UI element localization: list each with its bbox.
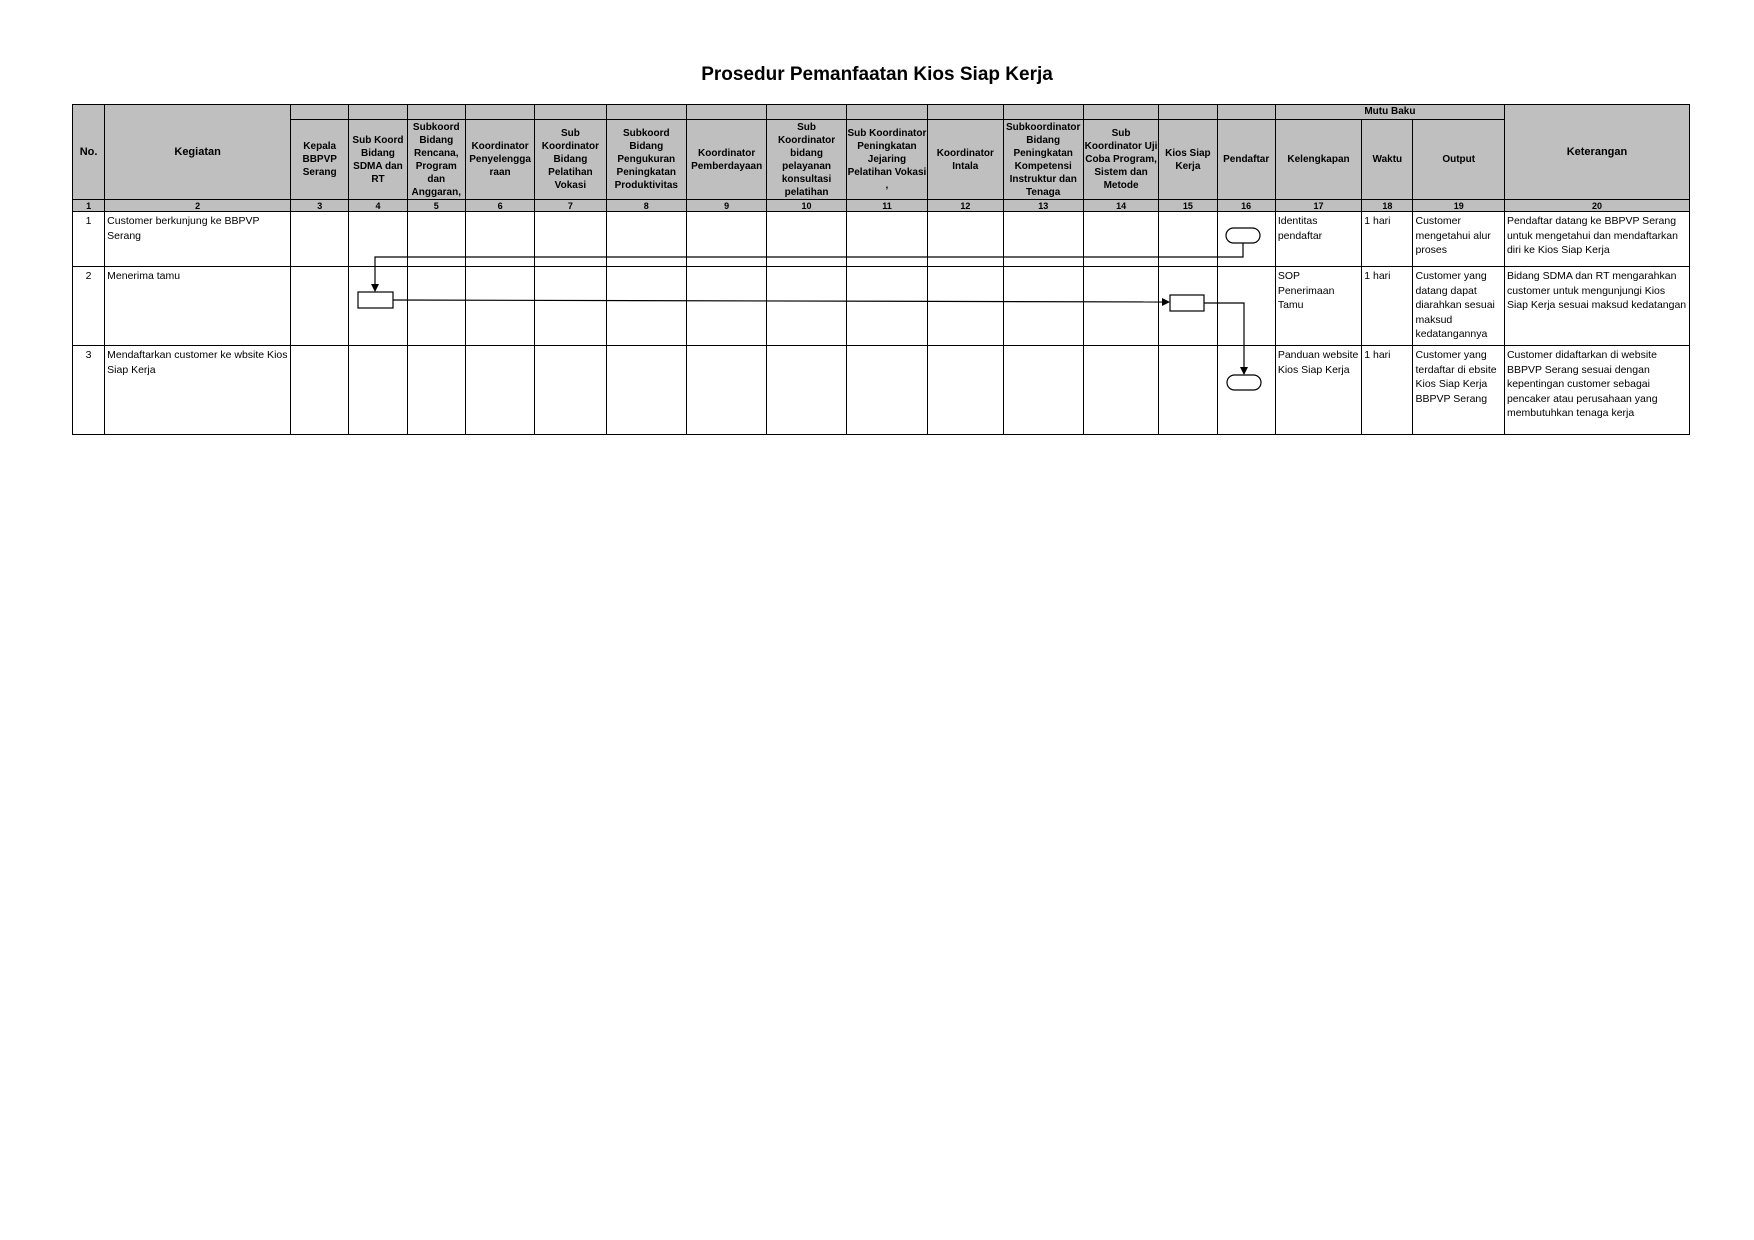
- header-jejaring-pelatihan: Sub Koordinator Peningkatan Jejaring Pelatihan Vokasi ,: [846, 120, 927, 200]
- row-kelengkapan: SOP Penerimaan Tamu: [1275, 267, 1361, 346]
- column-number: 9: [686, 200, 766, 212]
- row-output: Customer yang datang dapat diarahkan sesuai maksud kedatangannya: [1413, 267, 1504, 346]
- table-row: [73, 267, 1690, 346]
- flow-cell: [1217, 267, 1275, 346]
- flow-cell: [349, 267, 407, 346]
- flow-cell: [1159, 267, 1217, 346]
- header-waktu: Waktu: [1362, 120, 1413, 200]
- column-number: 7: [535, 200, 606, 212]
- flow-cell: [535, 212, 606, 267]
- row-output: Customer yang terdaftar di ebsite Kios Siap Kerja BBPVP Serang: [1413, 346, 1504, 435]
- header-pelayanan-konsultasi: Sub Koordinator bidang pelayanan konsultasi pelatihan: [767, 120, 846, 200]
- column-number: 15: [1159, 200, 1217, 212]
- column-number: 16: [1217, 200, 1275, 212]
- header-intala: Koordinator Intala: [928, 120, 1003, 200]
- flow-cell: [1083, 212, 1158, 267]
- header-blank: [349, 105, 407, 120]
- header-pengukuran-produktivitas: Subkoord Bidang Pengukuran Peningkatan Produktivitas: [606, 120, 686, 200]
- flow-cell: [928, 267, 1003, 346]
- row-no: 3: [73, 346, 105, 435]
- header-blank: [928, 105, 1003, 120]
- flow-cell: [407, 346, 465, 435]
- column-number: 2: [105, 200, 291, 212]
- row-no: 2: [73, 267, 105, 346]
- header-kios-siap-kerja: Kios Siap Kerja: [1159, 120, 1217, 200]
- flow-cell: [606, 346, 686, 435]
- flow-cell: [407, 267, 465, 346]
- flow-cell: [767, 212, 846, 267]
- row-keterangan: Pendaftar datang ke BBPVP Serang untuk mengetahui dan mendaftarkan diri ke Kios Siap Kerja: [1504, 212, 1689, 267]
- flow-cell: [465, 267, 534, 346]
- flow-cell: [465, 212, 534, 267]
- header-blank: [535, 105, 606, 120]
- flow-cell: [1083, 267, 1158, 346]
- column-number: 17: [1275, 200, 1361, 212]
- header-kegiatan: Kegiatan: [105, 105, 291, 200]
- header-sdma-rt: Sub Koord Bidang SDMA dan RT: [349, 120, 407, 200]
- flow-cell: [686, 346, 766, 435]
- header-blank: [767, 105, 846, 120]
- flow-cell: [291, 212, 349, 267]
- header-blank: [1159, 105, 1217, 120]
- flow-cell: [928, 346, 1003, 435]
- column-number: 11: [846, 200, 927, 212]
- row-waktu: 1 hari: [1362, 267, 1413, 346]
- flow-cell: [535, 346, 606, 435]
- header-pendaftar: Pendaftar: [1217, 120, 1275, 200]
- header-blank: [465, 105, 534, 120]
- header-kelengkapan: Kelengkapan: [1275, 120, 1361, 200]
- flow-cell: [535, 267, 606, 346]
- header-penyelenggaraan: Koordinator Penyelengga raan: [465, 120, 534, 200]
- flow-cell: [407, 212, 465, 267]
- flow-cell: [606, 212, 686, 267]
- flow-cell: [291, 267, 349, 346]
- flow-cell: [1003, 267, 1083, 346]
- row-waktu: 1 hari: [1362, 346, 1413, 435]
- flow-cell: [1217, 212, 1275, 267]
- flow-cell: [1003, 212, 1083, 267]
- flow-cell: [686, 212, 766, 267]
- flow-cell: [846, 212, 927, 267]
- flow-cell: [1159, 212, 1217, 267]
- flow-cell: [349, 346, 407, 435]
- flow-cell: [606, 267, 686, 346]
- flow-cell: [846, 267, 927, 346]
- flow-cell: [928, 212, 1003, 267]
- flow-cell: [1003, 346, 1083, 435]
- column-number: 14: [1083, 200, 1158, 212]
- header-rencana-program: Subkoord Bidang Rencana, Program dan Anggaran,: [407, 120, 465, 200]
- flow-cell: [465, 346, 534, 435]
- header-blank: [606, 105, 686, 120]
- column-number: 8: [606, 200, 686, 212]
- row-no: 1: [73, 212, 105, 267]
- row-waktu: 1 hari: [1362, 212, 1413, 267]
- flow-cell: [846, 346, 927, 435]
- flow-cell: [686, 267, 766, 346]
- column-number: 18: [1362, 200, 1413, 212]
- row-kelengkapan: Panduan website Kios Siap Kerja: [1275, 346, 1361, 435]
- header-blank: [1003, 105, 1083, 120]
- header-blank: [407, 105, 465, 120]
- flow-cell: [1217, 346, 1275, 435]
- row-keterangan: Customer didaftarkan di website BBPVP Serang sesuai dengan kepentingan customer sebagai pencaker atau perusahaan yang membutuhkan tenaga kerja: [1504, 346, 1689, 435]
- table-row: [73, 346, 1690, 435]
- flow-cell: [291, 346, 349, 435]
- flow-cell: [349, 212, 407, 267]
- header-mutu-baku: Mutu Baku: [1275, 105, 1504, 120]
- header-output: Output: [1413, 120, 1504, 200]
- flow-cell: [767, 346, 846, 435]
- column-number: 12: [928, 200, 1003, 212]
- header-pelatihan-vokasi: Sub Koordinator Bidang Pelatihan Vokasi: [535, 120, 606, 200]
- row-kegiatan: Customer berkunjung ke BBPVP Serang: [105, 212, 291, 267]
- column-number: 4: [349, 200, 407, 212]
- column-number: 20: [1504, 200, 1689, 212]
- header-keterangan: Keterangan: [1504, 105, 1689, 200]
- sop-table: [72, 104, 1690, 435]
- header-blank: [686, 105, 766, 120]
- row-keterangan: Bidang SDMA dan RT mengarahkan customer untuk mengunjungi Kios Siap Kerja sesuai maksud kedatangan: [1504, 267, 1689, 346]
- column-number: 6: [465, 200, 534, 212]
- header-kepala-bbpvp: Kepala BBPVP Serang: [291, 120, 349, 200]
- flow-cell: [767, 267, 846, 346]
- header-blank: [291, 105, 349, 120]
- header-kompetensi-instruktur: Subkoordinator Bidang Peningkatan Kompetensi Instruktur dan Tenaga: [1003, 120, 1083, 200]
- column-number: 10: [767, 200, 846, 212]
- flow-cell: [1159, 346, 1217, 435]
- column-number: 19: [1413, 200, 1504, 212]
- column-number: 3: [291, 200, 349, 212]
- header-blank: [846, 105, 927, 120]
- page-title: Prosedur Pemanfaatan Kios Siap Kerja: [701, 64, 1053, 85]
- header-blank: [1083, 105, 1158, 120]
- row-kegiatan: Menerima tamu: [105, 267, 291, 346]
- header-uji-coba: Sub Koordinator Uji Coba Program, Sistem dan Metode: [1083, 120, 1158, 200]
- row-output: Customer mengetahui alur proses: [1413, 212, 1504, 267]
- flow-cell: [1083, 346, 1158, 435]
- header-pemberdayaan: Koordinator Pemberdayaan: [686, 120, 766, 200]
- row-kelengkapan: Identitas pendaftar: [1275, 212, 1361, 267]
- column-number: 13: [1003, 200, 1083, 212]
- header-blank: [1217, 105, 1275, 120]
- column-number: 5: [407, 200, 465, 212]
- row-kegiatan: Mendaftarkan customer ke wbsite Kios Siap Kerja: [105, 346, 291, 435]
- table-row: [73, 212, 1690, 267]
- header-no: No.: [73, 105, 105, 200]
- column-number: 1: [73, 200, 105, 212]
